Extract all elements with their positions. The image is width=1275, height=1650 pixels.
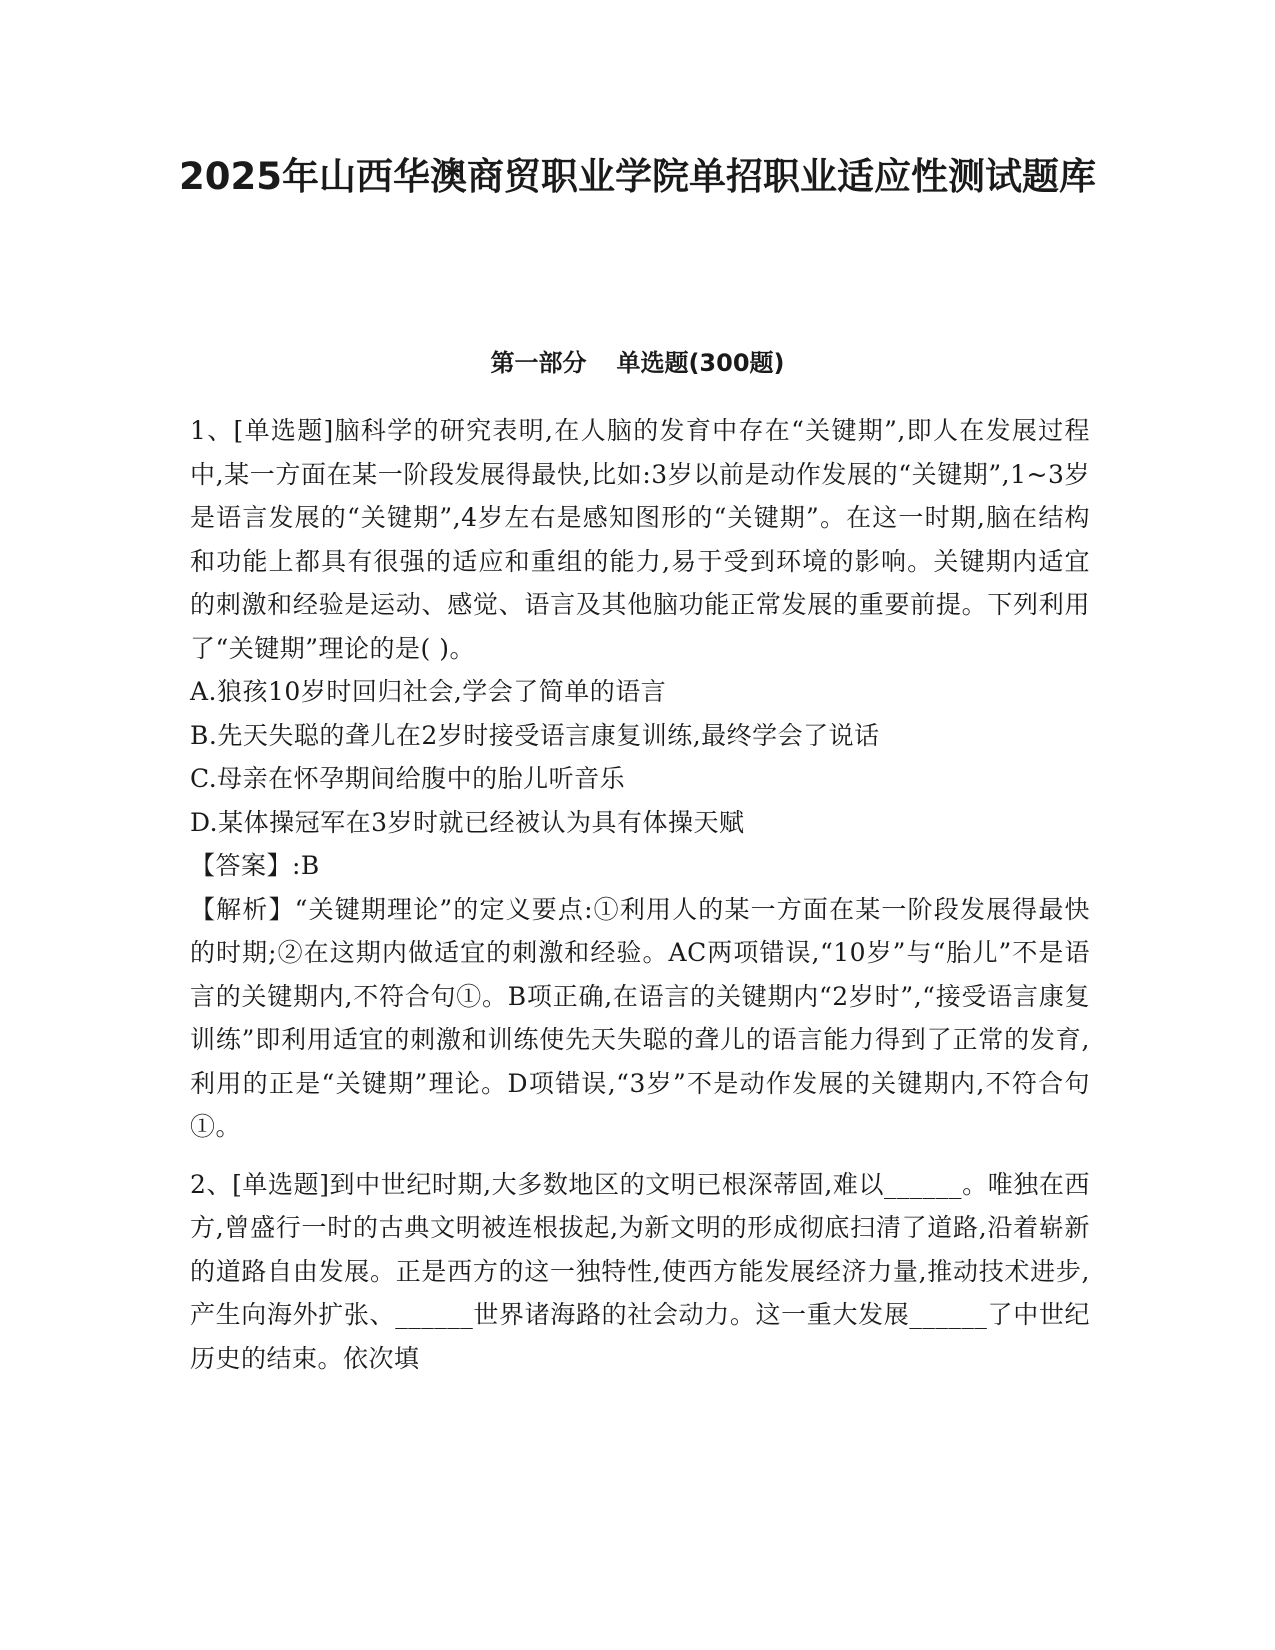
question-item-2 <box>190 1163 1090 1381</box>
question-stem: 1、[单选题]脑科学的研究表明,在人脑的发育中存在“关键期”,即人在发展过程中,某一方面在某一阶段发展得最快,比如:3岁以前是动作发展的“关键期”,1~3岁是语言发展的“关键期”,4岁左右是感知图形的“关键期”。在这一时期,脑在结构和功能上都具有很强的适应和重组的能力,易于受到环境的影响。关键期内适宜的刺激和经验是运动、感觉、语言及其他脑功能正常发展的重要前提。下列利用了“关键期”理论的是( )。 <box>190 416 1090 663</box>
section-part-label: 第一部分 <box>490 349 587 377</box>
answer-text: 【答案】:B <box>190 851 320 880</box>
section-name-label: 单选题(300题) <box>616 349 785 377</box>
option-b: B.先天失聪的聋儿在2岁时接受语言康复训练,最终学会了说话 <box>190 720 880 750</box>
question-stem: 2、[单选题]到中世纪时期,大多数地区的文明已根深蒂固,难以______。唯独在西方,曾盛行一时的古典文明被连根拔起,为新文明的形成彻底扫清了道路,沿着崭新的道路自由发展。正是西方的这一独特性,使西方能发展经济力量,推动技术进步,产生向海外扩张、______世界诸海路的社会动力。这一重大发展______了中世纪历史的结束。依次填 <box>190 1169 1090 1373</box>
question-list <box>190 409 1090 1380</box>
option-a: A.狼孩10岁时回归社会,学会了简单的语言 <box>190 677 667 706</box>
section-title <box>160 345 1115 381</box>
option-d: D.某体操冠军在3岁时就已经被认为具有体操天赋 <box>190 807 745 837</box>
document-title: 2025年山西华澳商贸职业学院单招职业适应性测试题库 <box>179 155 1096 198</box>
option-c: C.母亲在怀孕期间给腹中的胎儿听音乐 <box>190 764 626 793</box>
analysis-text: 【解析】“关键期理论”的定义要点:①利用人的某一方面在某一阶段发展得最快的时期;②在这期内做适宜的刺激和经验。AC两项错误,“10岁”与“胎儿”不是语言的关键期内,不符合句①。B项正确,在语言的关键期内“2岁时”,“接受语言康复训练”即利用适宜的刺激和训练使先天失聪的聋儿的语言能力得到了正常的发育,利用的正是“关键期”理论。D项错误,“3岁”不是动作发展的关键期内,不符合句①。 <box>190 894 1090 1141</box>
question-item-1 <box>190 409 1090 1149</box>
